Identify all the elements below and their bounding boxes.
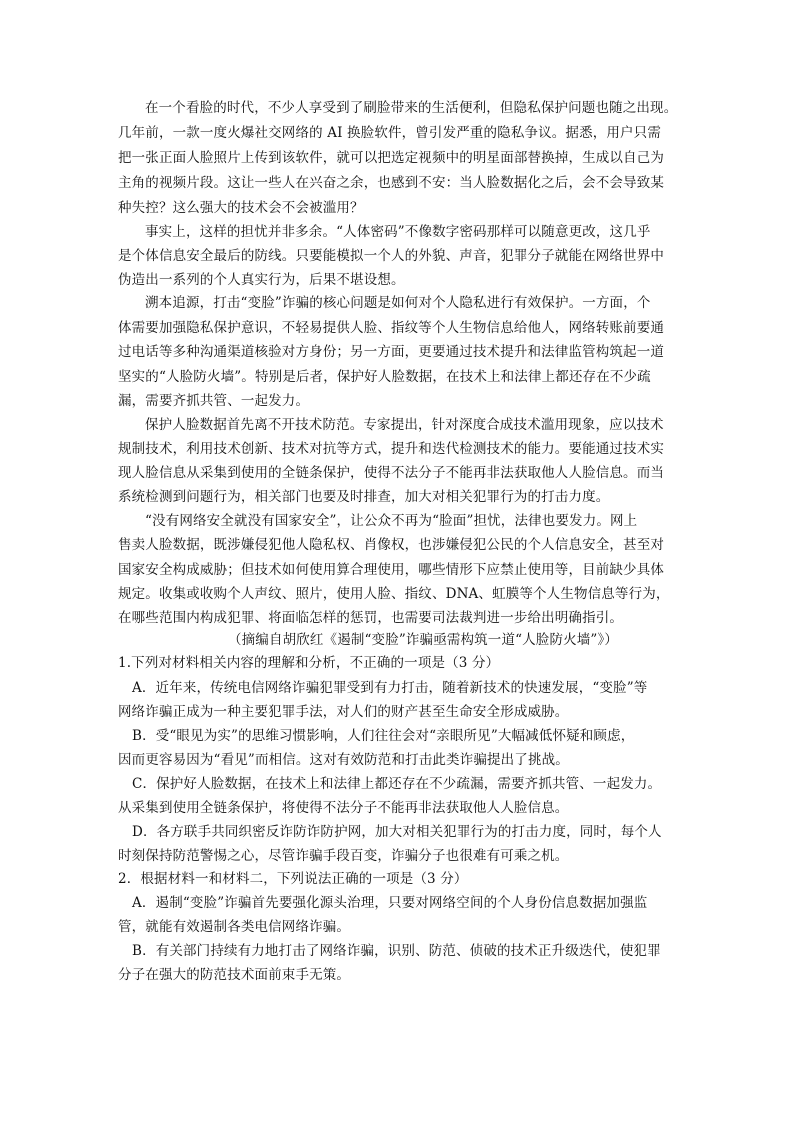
text-line: 在一个看脸的时代，不少人享受到了刷脸带来的生活便利，但隐私保护问题也随之出现。 [145, 100, 678, 116]
text-line: B．有关部门持续有力地打击了网络诈骗，识别、防范、侦破的技术正升级迭代，使犯罪 [132, 943, 661, 959]
text-line: 从采集到使用全链条保护，将使得不法分子不能再非法获取他人人脸信息。 [118, 800, 569, 816]
text-line: 保护人脸数据首先离不开技术防范。专家提出，针对深度合成技术滥用现象，应以技术 [145, 417, 664, 433]
text-line: “没有网络安全就没有国家安全”，让公众不再为“脸面”担忧，法律也要发力。网上 [145, 513, 638, 529]
text-line: 把一张正面人脸照片上传到该软件，就可以把选定视频中的明星面部替换掉，生成以自己为 [118, 150, 664, 166]
text-line: 国家安全构成威胁；但技术如何使用算合理使用，哪些情形下应禁止使用等，目前缺少具体 [118, 562, 664, 578]
text-line: 漏，需要齐抓共管、一起发力。 [118, 393, 310, 409]
text-line: 事实上，这样的担忧并非多余。“人体密码”不像数字密码那样可以随意更改，这几乎 [145, 224, 651, 240]
text-line: 时刻保持防范警惕之心，尽管诈骗手段百变，诈骗分子也很难有可乘之机。 [118, 848, 569, 864]
text-line: 体需要加强隐私保护意识，不轻易提供人脸、指纹等个人生物信息给他人，网络转账前要通 [118, 320, 664, 336]
text-line: 是个体信息安全最后的防线。只要能模拟一个人的外貌、声音，犯罪分子就能在网络世界中 [118, 248, 664, 264]
text-line: 现人脸信息从采集到使用的全链条保护，使得不法分子不能再非法获取他人人脸信息。而当 [118, 465, 664, 481]
text-line: 管，就能有效遏制各类电信网络诈骗。 [118, 919, 351, 935]
text-line: 售卖人脸数据，既涉嫌侵犯他人隐私权、肖像权，也涉嫌侵犯公民的个人信息安全，甚至对 [118, 537, 664, 553]
question-stem: 1.下列对材料相关内容的理解和分析，不正确的一项是（3 分） [118, 655, 500, 671]
text-line: 网络诈骗正成为一种主要犯罪手法，对人们的财产甚至生命安全形成威胁。 [118, 704, 569, 720]
text-line: 主角的视频片段。这让一些人在兴奋之余，也感到不安：当人脸数据化之后，会不会导致某 [118, 175, 664, 191]
text-line: 过电话等多种沟通渠道核验对方身份；另一方面，更要通过技术提升和法律监管构筑起一道 [118, 344, 664, 360]
text-line: C．保护好人脸数据，在技术上和法律上都还存在不少疏漏，需要齐抓共管、一起发力。 [132, 776, 662, 792]
text-line: 种失控？这么强大的技术会不会被滥用？ [118, 200, 364, 216]
text-line: A．近年来，传统电信网络诈骗犯罪受到有力打击，随着新技术的快速发展，“变脸”等 [132, 680, 648, 696]
text-line: 规定。收集或收购个人声纹、照片，使用人脸、指纹、DNA、虹膜等个人生物信息等行为， [118, 586, 670, 602]
text-line: 系统检测到问题行为，相关部门也要及时排查，加大对相关犯罪行为的打击力度。 [118, 489, 610, 505]
text-line: 在哪些范围内构成犯罪、将面临怎样的惩罚，也需要司法裁判进一步给出明确指引。 [118, 610, 624, 626]
text-line: 伪造出一系列的个人真实行为，后果不堪设想。 [118, 272, 405, 288]
source-citation: （摘编自胡欣红《遏制“变脸”诈骗亟需构筑一道“人脸防火墙”》） [228, 632, 619, 648]
text-line: 溯本追源，打击“变脸”诈骗的核心问题是如何对个人隐私进行有效保护。一方面，个 [145, 295, 651, 311]
text-line: D．各方联手共同织密反诈防诈防护网，加大对相关犯罪行为的打击力度，同时，每个人 [132, 824, 662, 840]
text-line: 规制技术，利用技术创新、技术对抗等方式，提升和迭代检测技术的能力。要能通过技术实 [118, 441, 664, 457]
text-line: 坚实的“人脸防火墙”。特别是后者，保护好人脸数据，在技术上和法律上都还存在不少疏 [118, 369, 651, 385]
text-line: 分子在强大的防范技术面前束手无策。 [118, 967, 351, 983]
text-line: 几年前，一款一度火爆社交网络的 AI 换脸软件，曾引发严重的隐私争议。据悉，用户只需 [118, 125, 661, 141]
question-stem: 2．根据材料一和材料二，下列说法正确的一项是（3 分） [118, 871, 468, 887]
text-line: 因而更容易因为“看见”而相信。这对有效防范和打击此类诈骗提出了挑战。 [118, 752, 569, 768]
text-line: B．受“眼见为实”的思维习惯影响，人们往往会对“亲眼所见”大幅减低怀疑和顾虑， [132, 728, 635, 744]
text-line: A．遏制“变脸”诈骗首先要强化源头治理，只要对网络空间的个人身份信息数据加强监 [132, 895, 648, 911]
